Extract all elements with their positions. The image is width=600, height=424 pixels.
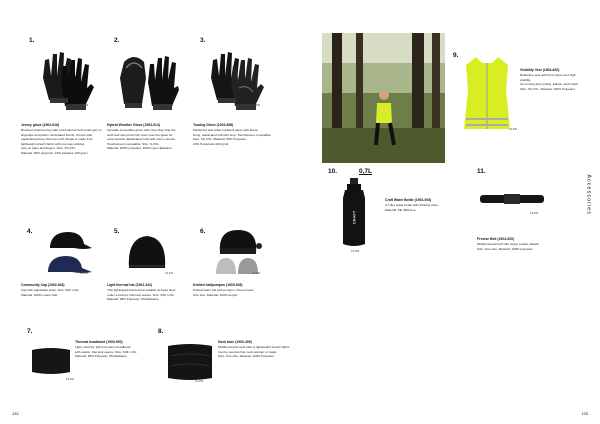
product-title: Visibility Vest (1904-620) bbox=[520, 68, 560, 72]
section-label: Accessories bbox=[586, 174, 592, 215]
item-number: 6. bbox=[200, 228, 206, 235]
product-title: Knitted hat/pompon (1903-945) bbox=[193, 283, 243, 287]
product-title: Light thermal hat (1902-342) bbox=[107, 283, 153, 287]
product-title: Craft Water Bottle (1904-093) bbox=[385, 198, 432, 202]
belt-image bbox=[480, 192, 544, 206]
product-description: Multifunctional neck tube in lightweight stretch fabric. Can be used as hat, neck warmer or mask. Size: One size. Material: 100% Polyester. bbox=[218, 345, 291, 359]
item-number: 7. bbox=[27, 328, 33, 335]
product-title: Precise Belt (1904-533) bbox=[477, 237, 514, 241]
product-title: Neck tube (1900-409) bbox=[218, 340, 252, 344]
cap-image bbox=[44, 228, 96, 274]
item-number: 9. bbox=[453, 52, 459, 59]
item-number: 4. bbox=[27, 228, 33, 235]
product-code: 19-620 bbox=[509, 128, 518, 131]
thermal-hat-image bbox=[125, 232, 169, 272]
product-code: 19-514 bbox=[165, 104, 174, 107]
product-description: Cap with adjustable strap. Size: S/M, L/XL. Material: 100% cotton twill. bbox=[21, 288, 80, 297]
item-number: 5. bbox=[114, 228, 120, 235]
headband-image bbox=[30, 346, 72, 376]
product-description: Thin lightweight thermal hat suitable as base layer under a helmet. Flat lock seams. Size: S/M, L/XL. Material: 95% Polyester, 5% Elastane. bbox=[107, 288, 176, 302]
visibility-vest-image bbox=[462, 55, 512, 131]
item-number: 1. bbox=[29, 37, 35, 44]
volume-label: 0,7L bbox=[359, 168, 373, 175]
product-title: Touring Glove (1903-698) bbox=[193, 123, 234, 127]
product-title: Jersey glove (1904-618) bbox=[21, 123, 60, 127]
product-title: Thermal headband (1900-992) bbox=[75, 340, 123, 344]
product-code: 19-342 bbox=[165, 272, 174, 275]
item-number: 2. bbox=[114, 37, 120, 44]
product-description: Reflective vest with front zipper and high visibility for running and cycling. Elastic mesh back. Size: XS-XXL. Material: 100% Polyester. bbox=[520, 73, 579, 91]
item-number: 11. bbox=[477, 168, 486, 175]
product-description: Multifunctional belt with zipper pocket. Elastic. Size: One size. Material: 100% polyester. bbox=[477, 242, 540, 251]
product-description: Brushed stretch jersey with embroidered Soft smart grip on fingertips and palms. Articulated thumb. Comes with elasticated jersey fold-over cuff. Shape is made from lightweight stretch fabric with one-way wicking. Grip on palm and fingers. Size: XS-XXL. Material: 90% polyester, 10% elastane 100 gram. bbox=[21, 128, 102, 155]
product-description: Knitted warm hat with pompon. Fleece lined. One size. Material: 100% acrylic. bbox=[193, 288, 254, 297]
product-code: 19-992 bbox=[66, 378, 75, 381]
product-description: Light, stretchy, tight knit warm headband with elastic. Flat lock seams. Size: S/M, L/XL. Material: 95% Polyester, 5% Elastane. bbox=[75, 345, 138, 359]
product-description: Versatile convertible glove with cover flap. Flip the wind and rain-proof mitt cover over the glove for extra warmth. Elasticated wrist with velcro closure. Touchscreen compatible. Size: S-XXL. Material: 100% polyester, 100% nylon Elastane. bbox=[107, 128, 177, 151]
product-title: Community Cap (1902-643) bbox=[21, 283, 65, 287]
neck-tube-image bbox=[166, 342, 214, 382]
product-code: 19-698 bbox=[252, 104, 261, 107]
knitted-hat-image bbox=[214, 226, 264, 276]
product-code: 19-618 bbox=[80, 104, 89, 107]
product-description: 0,7 litre water bottle with drinking valve. Material: PE, BPA free. bbox=[385, 203, 439, 212]
item-number: 3. bbox=[200, 37, 206, 44]
item-number: 8. bbox=[158, 328, 164, 335]
product-description: Windproof and water repellent glove with fleece lining, elasticated cuff with loop. Touchscreen compatible. Size: XS-XXL. Material: 90% Polyester, 10% Polyamide 220 g/m2. bbox=[193, 128, 272, 146]
product-code: 19-409 bbox=[195, 380, 204, 383]
product-code: 19-533 bbox=[530, 212, 539, 215]
product-title: Hybrid Weather Glove (1903-514) bbox=[107, 123, 160, 127]
page-number-left: 132 bbox=[12, 411, 19, 416]
product-code: 19-643 bbox=[80, 272, 89, 275]
product-code: 19-945 bbox=[252, 272, 261, 275]
runner-forest-photo bbox=[322, 33, 445, 163]
page-number-right: 133 bbox=[581, 411, 588, 416]
product-code: 19-093 bbox=[351, 250, 360, 253]
bottle-logo: CRAFT bbox=[351, 210, 357, 225]
item-number: 10. bbox=[328, 168, 338, 175]
